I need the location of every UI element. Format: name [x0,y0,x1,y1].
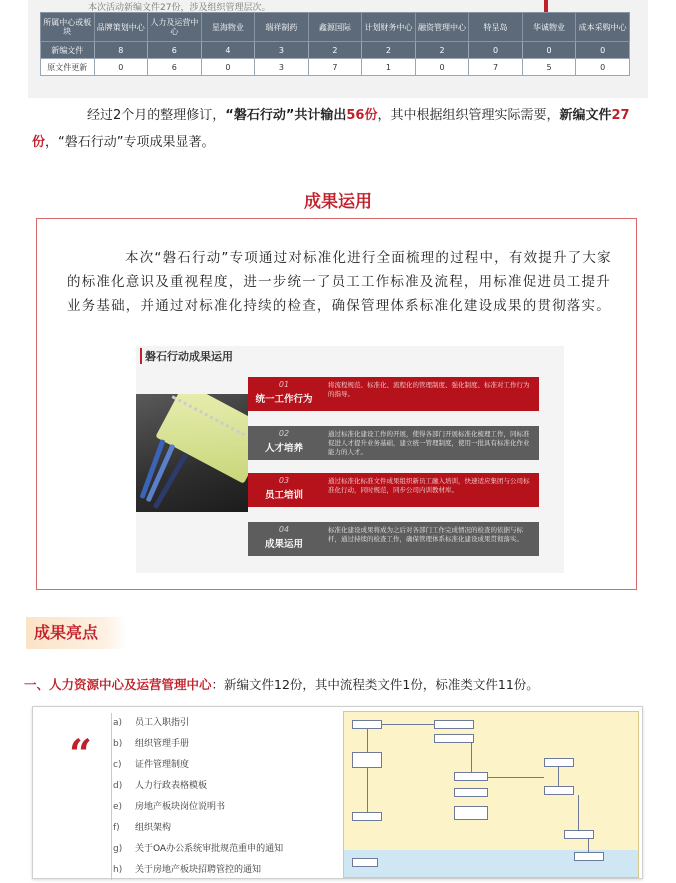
flow-node [454,772,488,781]
list-text: 房地产板块岗位说明书 [135,802,226,812]
list-text: 人力行政表格模板 [135,781,208,791]
list-text: 员工入职指引 [135,718,190,728]
list-item [113,715,343,736]
banner-number: 03 [278,476,290,485]
application-infographic [136,346,564,573]
table-cell: 0 [469,42,523,59]
column-header: 计划财务中心 [362,13,416,42]
list-marker: a) [113,718,123,728]
banner-label: 人才培养 [264,443,303,454]
column-header: 星海物业 [201,13,255,42]
banner-description: 将流程规范、标准化、流程化的管理制度、强化制度、标准对工作行为的指导。 [328,381,530,398]
table-cell: 3 [255,59,309,76]
list-marker: f) [113,823,120,833]
table-row [41,42,630,59]
flow-connector [578,795,579,830]
summary-paragraph [32,102,644,156]
hr-center-heading: 一、人力资源中心及运营管理中心 [24,677,212,692]
flow-node [352,752,382,768]
list-marker: b) [113,739,123,749]
banner-item [248,473,539,507]
flow-node [352,720,382,729]
banner-number: 04 [278,525,290,534]
row-label: 新编文件 [41,42,95,59]
table-cell: 0 [94,59,148,76]
table-cell: 0 [576,59,630,76]
application-paragraph: 本次“磐石行动”专项通过对标准化进行全面梳理的过程中，有效提升了大家的标准化意识及重视程度，进一步统一了员工工作标准及流程，用标准促进员工提升业务基础，并通过对标准化持续的检查，确保管理体系标准化建设成果的贯彻落实。 [67,250,612,314]
column-header: 人力及运营中心 [148,13,202,42]
divider [111,713,112,880]
list-text: 证件管理制度 [135,760,190,770]
table-cell: 2 [415,42,469,59]
table-cell: 0 [576,42,630,59]
total-output-count: 56份 [346,108,378,123]
banner-item [248,377,539,411]
table-cell: 7 [308,59,362,76]
document-list-image [32,706,643,879]
list-marker: d) [113,781,123,791]
list-text: 组织管理手册 [135,739,190,749]
banner-number: 01 [278,380,290,389]
flow-node [434,734,474,743]
table-cell: 6 [148,59,202,76]
flow-node [574,852,604,861]
flow-node [454,788,488,797]
banner-label: 成果运用 [264,539,303,550]
section-title-application: 成果运用 [304,192,372,212]
quote-icon: “ [69,731,93,778]
list-item [113,736,343,757]
banner-item [248,522,539,556]
summary-text: ，“磐石行动”专项成果显著。 [45,135,215,150]
summary-text: 经过2个月的整理修订， [87,108,226,123]
banner-number: 02 [278,429,290,438]
flow-connector [488,777,544,778]
notebook-photo [136,394,248,512]
summary-bold: 新编文件 [559,108,612,123]
list-text: 关于OA办公系统审批规范重申的通知 [135,844,284,854]
list-item [113,862,343,883]
list-text: 组织架构 [135,823,172,833]
hr-center-summary [24,675,644,693]
summary-bold: “磐石行动”共计输出 [225,108,347,123]
table-cell: 1 [362,59,416,76]
infographic-title: 磐石行动成果运用 [140,348,233,364]
banner-description: 通过标准化标准文件成果组织新员工融入培训，快速适应集团与公司标准化行动，同时规范，同步公司内训教材库。 [328,477,530,494]
banner-item [248,426,539,460]
table-cell: 2 [308,42,362,59]
column-header: 特呈岛 [469,13,523,42]
notebook-illustration [155,394,248,484]
flowchart-image [343,711,639,878]
table-cell: 2 [362,42,416,59]
new-file-count: 27份 [32,108,630,150]
flow-connector [367,768,368,812]
flow-connector [588,839,589,852]
decorative-red-line [544,0,548,12]
doc-list [113,715,343,883]
hr-center-text: ：新编文件12份，其中流程类文件1份，标准类文件11份。 [211,677,539,692]
list-item [113,841,343,862]
column-header: 华诚物业 [522,13,576,42]
column-header: 融资管理中心 [415,13,469,42]
section-title-highlights: 成果亮点 [26,617,126,649]
table-cell: 8 [94,42,148,59]
list-item [113,799,343,820]
list-item [113,757,343,778]
flow-node [564,830,594,839]
flow-node [352,858,378,867]
banner-label: 统一工作行为 [255,394,313,405]
banner-label: 员工培训 [264,490,303,501]
flow-connector [367,729,368,752]
column-header: 品牌策划中心 [94,13,148,42]
list-item [113,820,343,841]
file-stats-table [40,12,630,76]
list-marker: h) [113,865,123,875]
table-cell: 0 [415,59,469,76]
table-cell: 4 [201,42,255,59]
banner-description: 通过标准化建设工作的开展，使得各部门开展标准化梳理工作，同标准促进人才提升业务基础，建立统一管理制度，使用一批具有标准化作业能力的人才。 [328,430,530,456]
flow-node [544,786,574,795]
list-marker: g) [113,844,123,854]
list-text: 关于房地产板块招聘管控的通知 [135,865,262,875]
list-marker: c) [113,760,122,770]
flow-node [434,720,474,729]
table-header-row [41,13,630,42]
flow-connector [382,724,434,725]
table-row [41,59,630,76]
banner-description: 标准化建设成果将成为之后对各部门工作完成情况的检查的依据与标杆，通过持续的检查工作，确保管理体系标准化建设成果贯彻落实。 [328,526,523,543]
flow-connector [558,767,559,786]
table-cell: 0 [522,42,576,59]
flow-connector [471,743,472,772]
table-cell: 3 [255,42,309,59]
table-cell: 6 [148,42,202,59]
flow-node [544,758,574,767]
application-box [36,218,637,590]
table-cell: 5 [522,59,576,76]
flow-node [454,806,488,820]
list-marker: e) [113,802,123,812]
column-header: 瑞祥制药 [255,13,309,42]
column-header: 鑫源国际 [308,13,362,42]
column-header: 所属中心或板块 [41,13,95,42]
row-label: 原文件更新 [41,59,95,76]
table-caption: 本次活动新编文件27份，涉及组织管理层次。 [88,3,271,13]
table-cell: 7 [469,59,523,76]
flow-node [352,812,382,821]
table-cell: 0 [201,59,255,76]
list-item [113,778,343,799]
column-header: 成本采购中心 [576,13,630,42]
summary-text: ，其中根据组织管理实际需要， [377,108,560,123]
